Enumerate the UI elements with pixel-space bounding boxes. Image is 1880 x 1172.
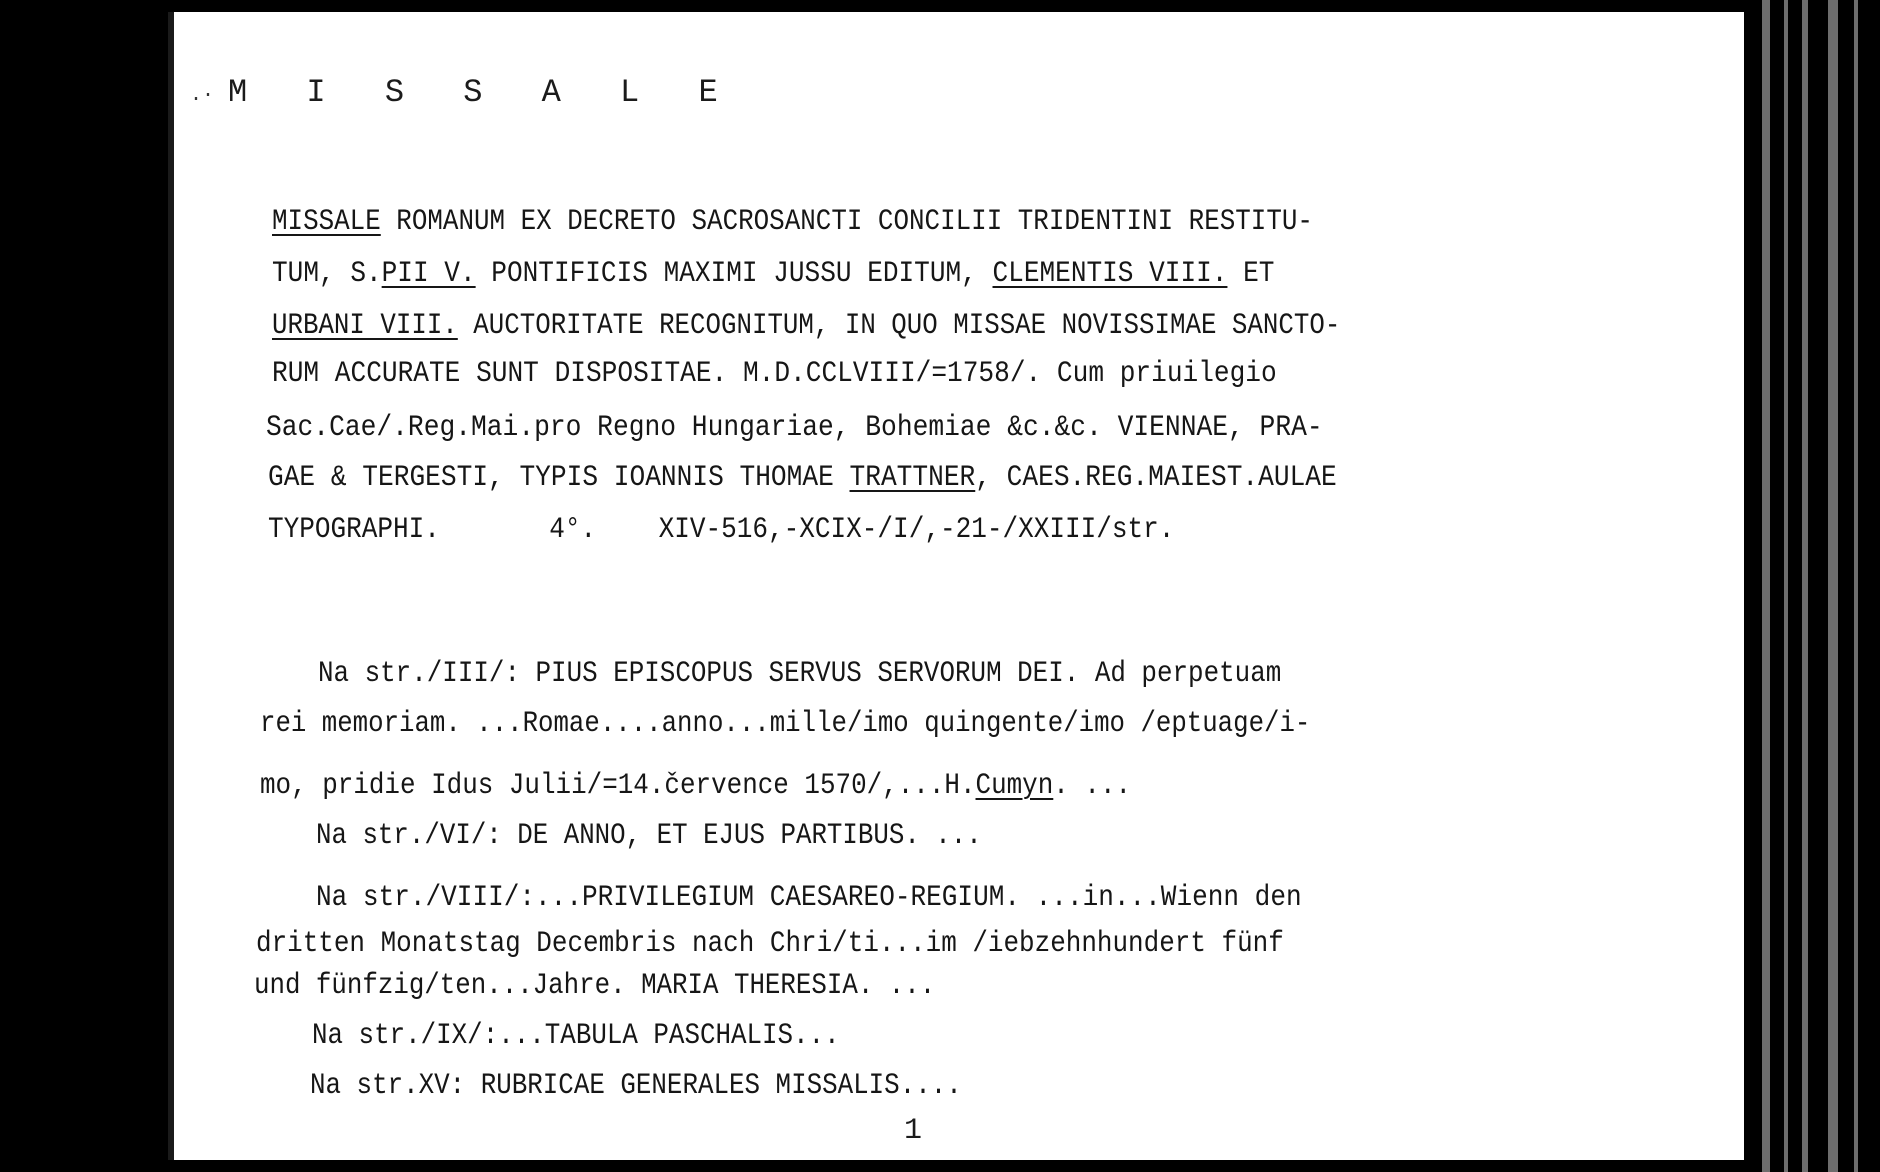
citation-line-3: URBANI VIII. AUCTORITATE RECOGNITUM, IN QUO MISSAE NOVISSIMAE SANCTO- xyxy=(272,309,1341,343)
document-page xyxy=(168,12,1744,1160)
citation-line-4: RUM ACCURATE SUNT DISPOSITAE. M.D.CCLVIII/=1758/. Cum priuilegio xyxy=(272,357,1277,391)
page-heading: M I S S A L E xyxy=(228,74,738,111)
page-number: 1 xyxy=(904,1114,923,1148)
heading-mark: .· xyxy=(190,84,215,107)
scan-right-border xyxy=(1744,0,1880,1172)
note-line-7: und fünfzig/ten...Jahre. MARIA THERESIA. ... xyxy=(254,969,936,1003)
note-line-4: Na str./VI/: DE ANNO, ET EJUS PARTIBUS. ... xyxy=(316,819,982,853)
note-line-2: rei memoriam. ...Romae....anno...mille/imo quingente/imo /eptuage/i- xyxy=(260,707,1311,741)
citation-line-7: TYPOGRAPHI. 4°. XIV-516,-XCIX-/I/,-21-/XXIII/str. xyxy=(268,513,1175,547)
citation-line-2: TUM, S.PII V. PONTIFICIS MAXIMI JUSSU EDITUM, CLEMENTIS VIII. ET xyxy=(272,257,1275,291)
note-line-5: Na str./VIII/:...PRIVILEGIUM CAESAREO-REGIUM. ...in...Wienn den xyxy=(316,881,1302,915)
citation-line-5: Sac.Cae/.Reg.Mai.pro Regno Hungariae, Bohemiae &c.&c. VIENNAE, PRA- xyxy=(266,411,1323,445)
note-line-8: Na str./IX/:...TABULA PASCHALIS... xyxy=(312,1019,840,1053)
scan-left-border xyxy=(0,0,168,1172)
note-line-1: Na str./III/: PIUS EPISCOPUS SERVUS SERVORUM DEI. Ad perpetuam xyxy=(318,657,1282,691)
citation-line-6: GAE & TERGESTI, TYPIS IOANNIS THOMAE TRATTNER, CAES.REG.MAIEST.AULAE xyxy=(268,461,1337,495)
citation-line-1: MISSALE ROMANUM EX DECRETO SACROSANCTI CONCILII TRIDENTINI RESTITU- xyxy=(272,205,1313,239)
note-line-3: mo, pridie Idus Julii/=14.července 1570/,...H.Cumyn. ... xyxy=(260,769,1132,803)
note-line-9: Na str.XV: RUBRICAE GENERALES MISSALIS.... xyxy=(310,1069,962,1103)
note-line-6: dritten Monatstag Decembris nach Chri/ti...im /iebzehnhundert fünf xyxy=(256,927,1284,961)
